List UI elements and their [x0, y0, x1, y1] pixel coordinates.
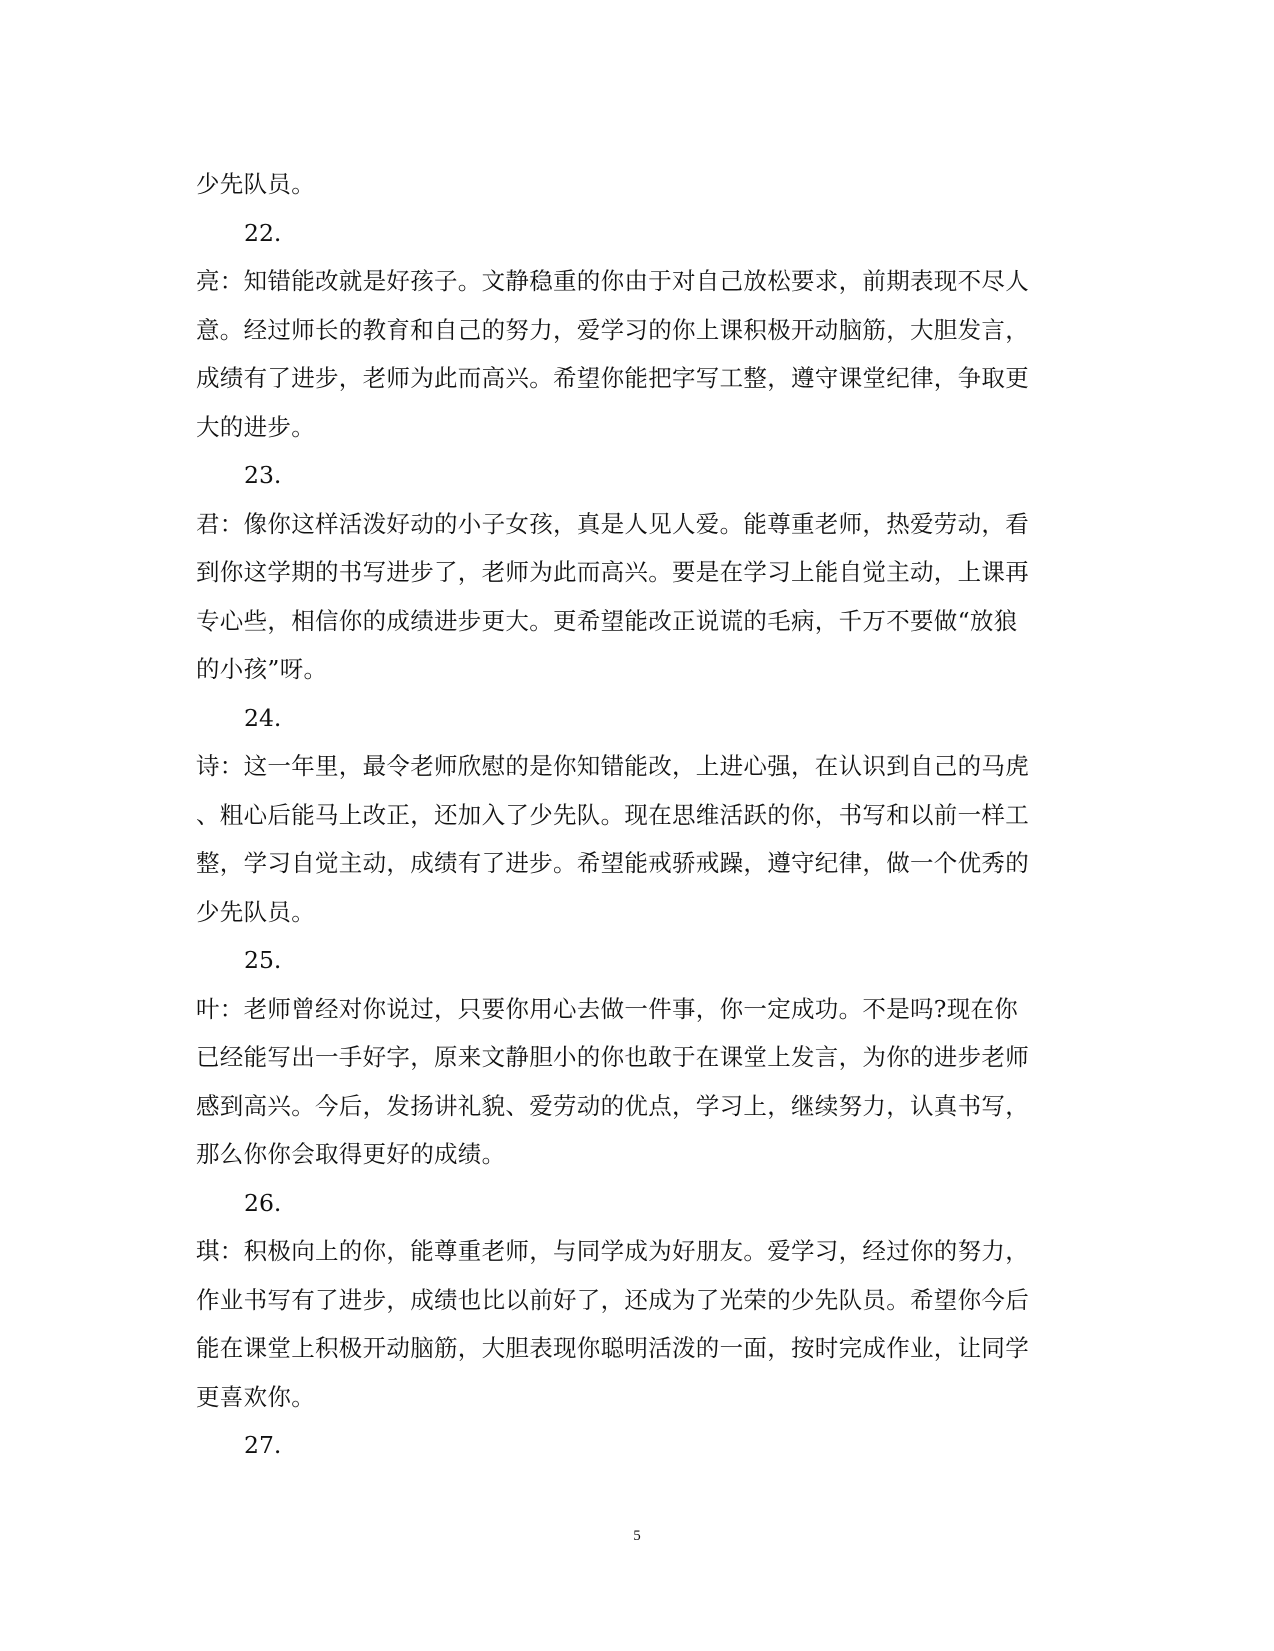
text-line: 琪：积极向上的你，能尊重老师，与同学成为好朋友。爱学习，经过你的努力， [196, 1237, 1029, 1265]
text-line: 诗：这一年里，最令老师欣慰的是你知错能改，上进心强，在认识到自己的马虎 [196, 752, 1029, 780]
text-line: 少先队员。 [196, 170, 315, 198]
text-line: 已经能写出一手好字，原来文静胆小的你也敢于在课堂上发言，为你的进步老师 [196, 1043, 1029, 1071]
text-line: 君：像你这样活泼好动的小子女孩，真是人见人爱。能尊重老师，热爱劳动，看 [196, 509, 1029, 538]
page-number: 5 [633, 1528, 641, 1544]
item-number: 25. [244, 946, 282, 974]
text-line: 的小孩”呀。 [196, 655, 328, 683]
text-line: 能在课堂上积极开动脑筋，大胆表现你聪明活泼的一面，按时完成作业，让同学 [196, 1334, 1029, 1362]
item-number: 26. [244, 1188, 282, 1217]
text-line: 意。经过师长的教育和自己的努力，爱学习的你上课积极开动脑筋，大胆发言， [196, 315, 1029, 344]
item-number: 23. [244, 461, 282, 489]
text-line: 整，学习自觉主动，成绩有了进步。希望能戒骄戒躁，遵守纪律，做一个优秀的 [196, 849, 1029, 877]
text-line: 叶：老师曾经对你说过，只要你用心去做一件事，你一定成功。不是吗?现在你 [196, 994, 1019, 1023]
text-line: 到你这学期的书写进步了，老师为此而高兴。要是在学习上能自觉主动，上课再 [196, 558, 1029, 586]
text-line: 感到高兴。今后，发扬讲礼貌、爱劳动的优点，学习上，继续努力，认真书写， [196, 1091, 1029, 1120]
text-line: 作业书写有了进步，成绩也比以前好了，还成为了光荣的少先队员。希望你今后 [196, 1285, 1029, 1314]
text-line: 大的进步。 [196, 412, 315, 441]
item-number: 22. [244, 218, 282, 247]
item-number: 24. [244, 703, 282, 732]
text-line: 更喜欢你。 [196, 1382, 315, 1411]
text-line: 那么你你会取得更好的成绩。 [196, 1140, 506, 1168]
text-line: 、粗心后能马上改正，还加入了少先队。现在思维活跃的你，书写和以前一样工 [196, 800, 1029, 829]
text-line: 专心些，相信你的成绩进步更大。更希望能改正说谎的毛病，千万不要做“放狼 [196, 606, 1018, 635]
text-line: 亮：知错能改就是好孩子。文静稳重的你由于对自己放松要求，前期表现不尽人 [196, 267, 1029, 295]
item-number: 27. [244, 1431, 282, 1459]
document-body [196, 160, 1078, 1470]
text-line: 少先队员。 [196, 897, 315, 926]
text-line: 成绩有了进步，老师为此而高兴。希望你能把字写工整，遵守课堂纪律，争取更 [196, 364, 1029, 392]
